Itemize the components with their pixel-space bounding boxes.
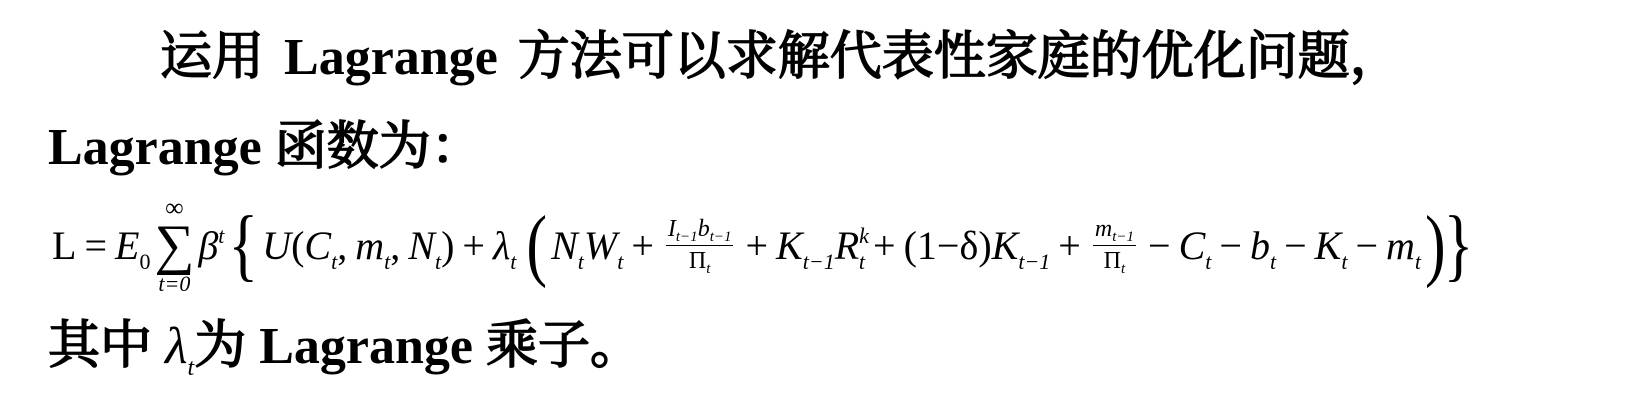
var-K-lag-2: $K_{t-1}$ — [991, 222, 1051, 274]
intro-text-2: 方法可以求解代表性家庭的优化问题， — [517, 29, 1402, 86]
lagrange-term: Lagrange — [284, 29, 498, 86]
lagrange-term: Lagrange — [48, 119, 262, 176]
intro-sentence — [160, 14, 1402, 89]
var-R: $R^k_t$ — [834, 222, 869, 274]
note-text-1: 其中 — [48, 318, 153, 375]
fraction-money: $\frac{m_{t-1}}{\Pi_t}$ — [1094, 216, 1134, 277]
multiplier-note — [48, 303, 643, 381]
sigma-symbol: ∑ — [154, 214, 195, 276]
lagrange-term: Lagrange — [259, 318, 473, 375]
var-N: $N_t$ — [551, 222, 584, 274]
right-paren: ) — [1425, 200, 1446, 290]
expectation-E: $E_0$ — [115, 222, 151, 274]
left-paren: ( — [526, 200, 548, 290]
sum-upper-limit: ∞ — [165, 193, 184, 222]
summation — [154, 195, 194, 295]
var-K-lag: $K_{t-1}$ — [776, 222, 835, 274]
note-text-3: 乘子。 — [486, 318, 643, 375]
discount-beta: $\beta^t$ — [198, 222, 225, 268]
equals-sign: = — [84, 222, 107, 268]
var-C: $C_t$ — [304, 222, 338, 274]
var-K: $K_t$ — [1314, 222, 1348, 274]
function-heading — [48, 104, 483, 179]
fraction-bond: $\frac{I_{t-1}b_{t-1}}{\Pi_t}$ — [667, 216, 732, 277]
var-b: $b_t$ — [1249, 222, 1277, 274]
utility-U: U — [262, 222, 292, 268]
intro-text-1: 运用 — [160, 29, 265, 86]
sum-lower-limit: t=0 — [158, 271, 191, 296]
right-brace: } — [1443, 200, 1474, 290]
formula-lhs: L — [52, 222, 77, 268]
depreciation-term: (1−δ) — [903, 222, 992, 268]
var-m-2: $m_t$ — [1386, 222, 1422, 274]
var-m: $m_t$ — [355, 222, 391, 274]
multiplier-lambda: $\lambda_t$ — [492, 222, 517, 274]
lambda-symbol: $\lambda_t$ — [165, 318, 195, 381]
function-heading-text: 函数为： — [274, 119, 483, 176]
note-text-2: 为 — [194, 318, 247, 375]
lagrange-formula: L = $E_0$ ∞ ∑ t=0 $\beta^t$ { U ( $C_t$ , $m_t$ , $N_t$ ) + $\lambda_t$ ( $N_t$ $W_t$ + $\frac{I_{t-1}b_{t-1}}{\Pi_t}$ + $K_{t-1}$ $R^k_t$ + (1−δ) $K_{t-1}$ + $\frac{m_{t-1}}{\Pi_t}$ − $C_t$ − $b_t$ − $K_t$ − $m_t$ ) } — [52, 193, 1474, 296]
left-brace: { — [228, 200, 259, 290]
var-W: $W_t$ — [583, 222, 624, 274]
var-N: $N_t$ — [408, 222, 442, 274]
var-C-2: $C_t$ — [1178, 222, 1212, 274]
